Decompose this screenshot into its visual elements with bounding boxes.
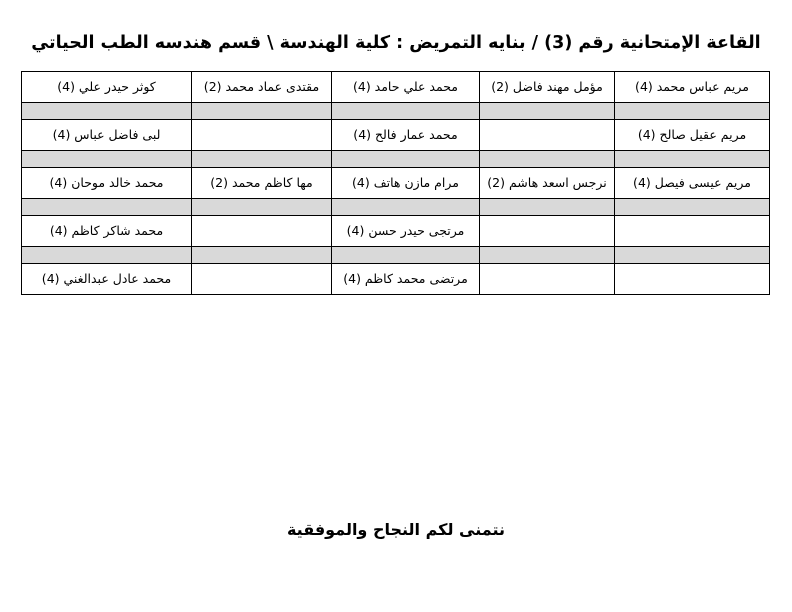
table-row <box>22 216 770 247</box>
table-cell: محمد عمار فالح (4) <box>332 120 480 151</box>
table-cell: محمد علي حامد (4) <box>332 72 480 103</box>
table-cell <box>615 151 770 168</box>
table-cell: محمد شاكر كاظم (4) <box>22 216 192 247</box>
table-cell: نرجس اسعد هاشم (2) <box>480 168 615 199</box>
table-cell <box>192 216 332 247</box>
table-cell <box>192 264 332 295</box>
table-cell <box>22 247 192 264</box>
table-cell <box>192 120 332 151</box>
table-cell <box>480 216 615 247</box>
table-cell: مؤمل مهند فاضل (2) <box>480 72 615 103</box>
table-row <box>22 72 770 103</box>
table-cell <box>615 216 770 247</box>
table-row <box>22 120 770 151</box>
table-cell <box>480 199 615 216</box>
table-cell <box>332 247 480 264</box>
table-cell <box>480 247 615 264</box>
table-cell <box>615 103 770 120</box>
table-cell <box>22 199 192 216</box>
table-cell: مها كاظم محمد (2) <box>192 168 332 199</box>
footer-note: نتمنى لكم النجاح والموفقية <box>286 520 506 539</box>
seating-table-body <box>22 72 770 295</box>
table-cell: مريم عباس محمد (4) <box>615 72 770 103</box>
table-cell <box>480 103 615 120</box>
table-row-spacer <box>22 103 770 120</box>
table-cell: مرتجى حيدر حسن (4) <box>332 216 480 247</box>
table-cell <box>192 199 332 216</box>
table-row-spacer <box>22 151 770 168</box>
table-cell: لبى فاضل عباس (4) <box>22 120 192 151</box>
table-cell <box>192 247 332 264</box>
table-cell: مرام مازن هاتف (4) <box>332 168 480 199</box>
table-cell: مريم عقيل صالح (4) <box>615 120 770 151</box>
table-cell: مقتدى عماد محمد (2) <box>192 72 332 103</box>
table-row <box>22 168 770 199</box>
table-cell <box>332 103 480 120</box>
table-cell <box>615 199 770 216</box>
table-cell <box>615 264 770 295</box>
table-cell <box>332 199 480 216</box>
table-row-spacer <box>22 199 770 216</box>
table-cell <box>332 151 480 168</box>
table-row-spacer <box>22 247 770 264</box>
seating-table <box>21 71 770 295</box>
table-cell <box>480 120 615 151</box>
table-cell: مريم عيسى فيصل (4) <box>615 168 770 199</box>
table-cell <box>480 264 615 295</box>
table-cell <box>192 151 332 168</box>
table-cell <box>615 247 770 264</box>
table-cell: محمد عادل عبدالغني (4) <box>22 264 192 295</box>
table-cell: كوثر حيدر علي (4) <box>22 72 192 103</box>
table-cell <box>22 103 192 120</box>
page-title: القاعة الإمتحانية رقم (3) / بنايه التمريض : كلية الهندسة \ قسم هندسه الطب الحياتي <box>31 33 761 53</box>
table-cell <box>480 151 615 168</box>
table-cell <box>192 103 332 120</box>
table-row <box>22 264 770 295</box>
table-cell <box>22 151 192 168</box>
table-cell: مرتضى محمد كاظم (4) <box>332 264 480 295</box>
table-cell: محمد خالد موحان (4) <box>22 168 192 199</box>
